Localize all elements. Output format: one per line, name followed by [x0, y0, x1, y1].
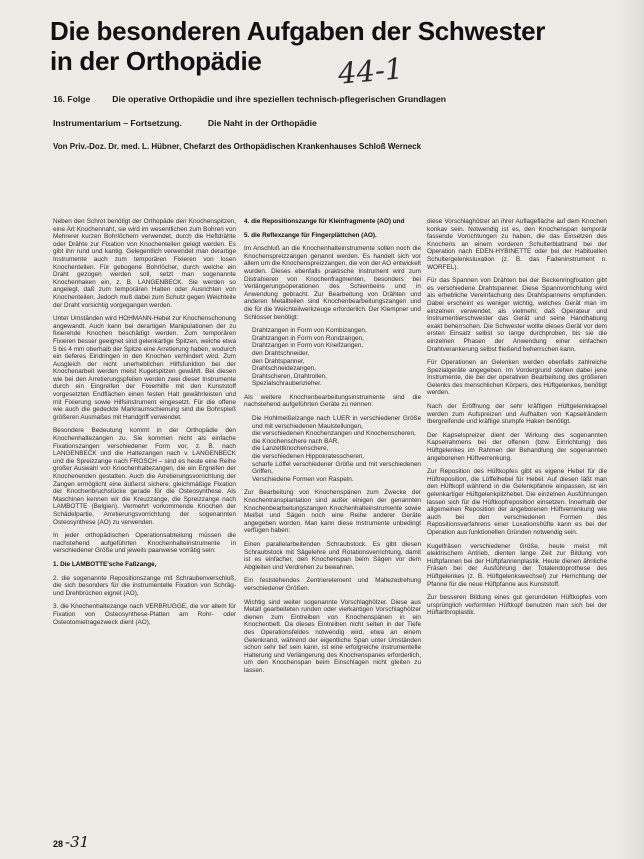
- handwritten-page-number: -31: [65, 833, 90, 851]
- list-item: 2. die sogenannte Repositionszange mit Schraubenverschluß, die sich besonders für die instrumentelle Fixation von Schräg- und Drehbrüchen eignet (AO),: [53, 574, 236, 597]
- paragraph: Zur besseren Bildung eines gut gerundeten Hüftkopfes vom ursprünglich verformten Hüftkopf benutzen man sich bei der Hüftarthroplastik.: [427, 594, 607, 617]
- list-item: die Knochenschere nach BAR,: [252, 437, 340, 445]
- handwritten-mark: 44-1: [336, 51, 405, 91]
- paragraph: Als weitere Knochenbearbeitungsinstrumente sind die nachstehend aufgeführten Geräte zu nennen:: [244, 393, 421, 409]
- list-item: scharfe Löffel verschiedener Größe und mit verschiedenen Griffen,: [252, 460, 421, 476]
- paragraph: Für Operationen an Gelenken werden ebenfalls zahlreiche Spezialgeräte angegeben. Im Vordergrund stehen dabei jene Instrumente, die bei der operativen Bearbeitung des größeren Gelenks des menschlichen Körpers, des Hüftgelenkes, benötigt werden.: [427, 359, 607, 397]
- paragraph: Der Kapselspreizer dient der Wirkung des sogenannten Kapselrahmens bei der offenen (bzw. Einrichtung) des Hüftgelenkes im Rahmen der Behandlung der sogenannten angeborenen Hüftverrenkung.: [427, 431, 607, 462]
- paragraph: diese Vorschlaghölzer an ihrer Auflagefläche auf dem Knochen konkav sein. Notwendig ist es, den Knochenspan temporär fassende Vorrichtungen zu haben, die das Einsetzen des Knochens an einem vorderen Schulterblattrand bei der Operation nach EDEN-HYBINETTE oder bei der Habituellen Schultergelenksluxation (z. B. das Fadeninstrument n. WORFEL).: [427, 218, 607, 271]
- paragraph: Neben den Schrot benötigt der Orthopäde den Knochenspitzen, eine Art Knochennaht, sie wird im wesentlichen zum Bohren von Mehrerer kurzen Bohrlöchern verwendet, durch die Heftdrähte oder Drähte zur Fixation von Knochenteilen gelegt werden. Es gibt ihn rund und kantig. Gelegentlich verwendet man derartige Instrumente auch zum temporären Fixieren von losen Knochenteilen. Für gebogene Bohrlöcher, durch welche ein Draht gezogen werden soll, setzt man sogenannte Knochenhaken ein, z. B. LANGENBECK. Sie werden so angelegt, daß zum temporären Halten oder Ausrichten von Knochenteilen. Jedoch muß dabei zum Schutz gegen Weichteile der Draht vorsichtig vorgegangen werden.: [53, 218, 236, 309]
- paragraph: Ein feststehendes Zentrierelement und Maltezedrehung verschiedener Größen.: [244, 577, 421, 592]
- list-item: Drahtzangen in Form von Kneifzangen,: [252, 342, 364, 350]
- title-line-1: Die besonderen Aufgaben der Schwester: [50, 16, 546, 46]
- paragraph: Zur Bearbeitung von Knochenspänen zum Zwecke der Knochentransplantation sind außer einigen der genannten Knochenbearbeitungszangen Knochenhalteinstrumente sowie Meißel und Sägen noch eine Reihe anderer Geräte angegeben worden. Man kann diese Instrumente unbedingt verfügen haben:: [244, 489, 421, 535]
- article-title: [50, 16, 610, 76]
- printed-page-number: 28: [53, 839, 64, 849]
- title-line-2: in der Orthopädie: [50, 46, 262, 76]
- text-column-3: [427, 218, 607, 818]
- list-item: Die Hohlmeißelzange nach LUER in verschiedener Größe und mit verschiedenen Maulstellungen,: [252, 415, 421, 430]
- instrument-list: [244, 415, 421, 483]
- paragraph: Einen parallelarbeitenden Schraubstock. Es gibt diesen Schraubstock mit Sägelehre und Rotationsverrichtung, damit ist es einfacher, den Knochenspan beim Sägen vor dem Abgleiten und Verdrehen zu bewahren.: [244, 540, 421, 571]
- page-number: [53, 833, 89, 851]
- list-item: Drahtzangen in Form von Rundzangen,: [252, 334, 364, 342]
- paragraph: Kugelfräsen verschiedener Größe, heute meist mit elektrischem Antrieb, dienten lange Zeit zur Bildung von Hüftpfannen bei der Hüftpfannenplastik. Heute dienen ähnliche Fräsen bei der Ausführung der Totalendoprothese des Hüftgelenkes (z. B. Hüftgelenkswechsel) zur Herrichtung der Pfanne für die neue Hüftpfanne aus Kunststoff.: [427, 542, 607, 588]
- list-item: den Drahtschneider,: [252, 349, 310, 357]
- paragraph: Wichtig sind weiter sogenannte Vorschlaghölzer. Diese aus Metall gearbeiteten runden oder vierkantigen Vorschlaghölzer dienen zum Eintreiben von Knochenspänen in ein Knochenbett. Da dieses Eintreiben nicht selten in der Tiefe des Operationsfeldes notwendig wird, etwa an einem Gelenkrand, während der eigentliche Span unter Umständen schon sehr tief sein kann, ist eine erfolgreiche instrumentelle Halterung und Verlängerung des Knochenspanes erforderlich, um den Knochenspan beim Einschlagen nicht gleiten zu lassen.: [244, 598, 421, 674]
- list-item: 4. die Repositionszange für Kleinfragmente (AO) und: [244, 218, 405, 225]
- series-number: 16. Folge: [53, 94, 91, 104]
- list-item: 3. die Knochenhaltezange nach VERBRUGGE, die vor allem für Fixation von Osteosynthese-Platten am Rohr- oder Osteotomietragezweck dient (AO),: [53, 603, 236, 626]
- list-item: die verschiedenen Hippokratesscheren,: [252, 453, 365, 461]
- text-column-1: [53, 218, 236, 818]
- list-item: Drahtzangen in Form von Kombizangen,: [252, 327, 367, 335]
- page-edge-shadow: [616, 0, 644, 859]
- paragraph: Zur Reposition des Hüftkopfes gibt es eigene Hebel für die Hüftreposition, die Löffelhebel für Hebel. Auf diesen läßt man den Hüftkopf während in die Gelenkpfanne einpassen, ist ein gelenkartiger Hüftgelenkpilzhebel. Die einzelnen Ausführungen lassen sich für die Hüftkopfreposition einsetzen. Innerhalb der allgemeinen Reposition der angeborenen Hüftverrenkung wie auch bei den verschiedenen Formen des Repositionsverfahrens einer Luxationshüfte kann es bei der Operation aus funktionellen Gründen notwendig sein.: [427, 468, 607, 536]
- subsection-title: Die Naht in der Orthopädie: [207, 118, 317, 128]
- paragraph: Besondere Bedeutung kommt in der Orthopädie den Knochenhaltezangen zu. Sie kommen nicht als einfache Fixationszangen verschiedener Form vor, z. B. nach LANGENBECK und die Haltezangen nach v. LANGENBECK und die Spreizzange nach FROSCH – sind es heute eine Reihe großer Auswahl von Knochenhaltezangen, die ein Ergreifen der Knochenenden gestatten. Auch die Arretierungsvorrichtung der Zangen ermöglicht eine äußerst sichere, gleichmäßige Fixation der Knochenbruchstücke gerade für die Osteosynthese. Als Maschinen kennen wir die Kreuzzange, die Spreizzange nach LAMBOTTE (Belgien). Vermehrt vorkommende Knochen der Schädelpartie, Arretierungsvorrichtung der sogenannten Osteosynthese (AO) zu verwenden.: [53, 427, 236, 526]
- paragraph: Für das Spannen von Drähten bei der Beckenringfixation gibt es verschiedene Drahtspanner. Diese Spannvorrichtung wird als erhebliche Vereinfachung des Drahtspannens empfunden. Dabei erscheint es weniger wichtig, welches Gerät man im einzelnen verwendet, als vielmehr, daß Operateur und Instrumentierschwester das Gerät und seine Handhabung exakt beherrschen. Die Schwester wollte dieses Gerät vor dem ersten Einsatz selbst so lange durchproben, bis sie die einzelnen Phasen der Anwendung einer einfachen Drahtverankerung selbst fließend beherrschen kann.: [427, 277, 607, 353]
- series-line: [53, 94, 446, 104]
- list-item: den Drahtspanner,: [252, 357, 305, 365]
- paragraph: Im Anschluß an die Knochenhalteinstrumente sollen noch die Knochenspreizzangen genannt werden. Es handelt sich vor allem um die Knochenspreizzangen, die von der AO entwickelt wurden. Dieses ebenfalls praktische Instrument wird zum Distrahieren von Knochenfragmenten, besonders bei Verlängerungsoperationen des Schienbeins und in Anwendung gebracht. Zur Bearbeitung von Drähten und anderen Metallteilen sind Knochenbearbeitungszangen und die für die Weichteilwerkzeuge erforderlich. Der Klempner und Schlosser benötigt:: [244, 245, 421, 321]
- list-item: die Lanzettknochenschere,: [252, 445, 329, 453]
- tool-list: [244, 327, 421, 388]
- list-item: die verschiedenen Knochenzangen und Knochenscheren,: [252, 430, 416, 438]
- section-line: [53, 118, 317, 128]
- list-item: Spezialschraubenzieher.: [252, 380, 322, 388]
- list-item: 5. die Reflexzange für Fingerplättchen (AO).: [244, 231, 377, 239]
- paragraph: Nach der Eröffnung der sehr kräftigen Hüftgelenkkapsel werden zum Aufspreizen und Aufhalten von Kapselrändern Ibergreifende und kräftige stumpfe Haken benötigt.: [427, 403, 607, 426]
- author-line: Von Priv.-Doz. Dr. med. L. Hübner, Chefarzt des Orthopädischen Krankenhauses Schloß Werneck: [53, 142, 422, 151]
- section-title: Instrumentarium – Fortsetzung.: [53, 118, 182, 128]
- list-item: Drahtscheren, Drahtrollen,: [252, 372, 327, 380]
- list-item: Drahtschneidezangen,: [252, 365, 316, 373]
- list-item: 1. Die LAMBOTTE'sche Faßzange,: [53, 560, 157, 568]
- list-item: Verschiedene Formen von Raspeln.: [252, 475, 354, 483]
- paragraph: Unter Umständen wird HOHMANN-Hebel zur Knochenschonung angewandt. Auch kann bei derartigen Manipulationen der zu fixierende Knochen beschädigt werden. Zum temporären Fixieren besser geeignet sind gelenkartige Spitzen, welche etwa 5 bis 4 mm oberhalb der Spitze eine Arretierung haben, wodurch ein tieferes Eindringen in den Knochen verhindert wird. Zum Ausgleich der nicht unerheblichen Hilfsfunktion bei der Knochenarbeit werden meist Kugelspitzen gewählt. Bei diesen wie bei den Arretierungspfeilen werden zwei dieser Instrumente durch ein Eingreifen der Fixierhilfe mit den Kunststoff vorgesetzten Endflächen einen festen Halt gewährleisten und mit Fixierung sowie Hilfsinstrument eingesetzt. Für die offene wie auch die gedeckte Markraumschienung sind die Bohrspieß größeren Ausmaßes mit Handgriff verwendet.: [53, 315, 236, 421]
- paragraph: In jeder orthopädischen Operationsabteilung müssen die nachstehend aufgeführten Knochenhalteinstrumente in verschiedener Größe und jeweils paarweise vorrätig sein:: [53, 532, 236, 555]
- text-column-2: [244, 218, 421, 818]
- series-title: Die operative Orthopädie und ihre speziellen technisch-pflegerischen Grundlagen: [112, 94, 447, 104]
